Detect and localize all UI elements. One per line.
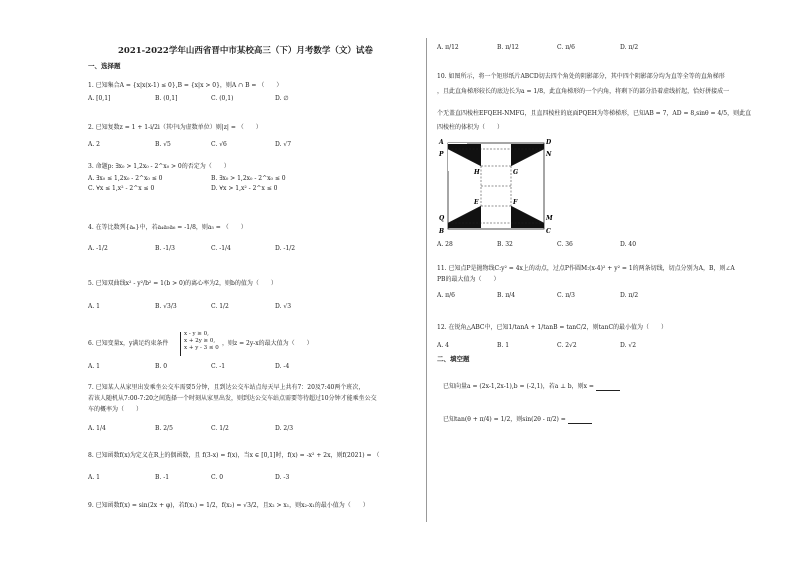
q11-option-d: D. π/2 — [620, 292, 639, 299]
fig-label-a: a — [483, 154, 486, 160]
question-7-line-1: 7. 已知某人从家里出发乘坐公交车需要5分钟，且到达公交车站点每天早上共有7：20及7:40两个班次， — [88, 384, 365, 391]
q8-option-b: B. -1 — [155, 474, 170, 481]
q11-option-c: C. π/3 — [557, 292, 575, 299]
question-4: 4. 在等比数列{aₙ}中，若a₄a₅a₆ = -1/8，则a₅ = （ ） — [88, 224, 247, 231]
q10-option-c: C. 36 — [557, 241, 573, 248]
column-divider — [426, 38, 427, 522]
fig-label-H: H — [474, 169, 480, 176]
question-9: 9. 已知函数f(x) = sin(2x + φ)，若f(x₁) = 1/2，f(x₂) = √3/2，且x₂ > x₁，则x₂-x₁的最小值为（ ） — [88, 502, 369, 509]
q2-option-b: B. √5 — [155, 141, 171, 148]
question-13 — [443, 383, 620, 391]
q12-option-a: A. 4 — [437, 342, 449, 349]
fig-label-theta: θ — [483, 161, 487, 167]
fig-label-E: E — [474, 199, 479, 206]
q4-option-c: C. -1/4 — [211, 245, 231, 252]
q11-option-b: B. π/4 — [497, 292, 516, 299]
question-11-line-2: PB的最大值为（ ） — [437, 276, 500, 283]
fig-label-Q: Q — [439, 215, 445, 222]
q5-option-b: B. √3/3 — [155, 303, 177, 310]
fig-label-N: N — [546, 151, 552, 158]
q2-option-a: A. 2 — [88, 141, 100, 148]
section-fill-heading: 二、填空题 — [437, 355, 470, 363]
q6-option-c: C. -1 — [211, 363, 226, 370]
fig-label-G: G — [513, 169, 519, 176]
question-10-line-1: 10. 如图所示，将一个矩形纸片ABCD切去四个角处的阴影部分，其中四个阴影部分均为直等全等的直角梯形 — [437, 73, 725, 80]
figure-shade-bl — [448, 206, 481, 228]
question-2: 2. 已知复数z = 1 + 1-i/2i（其中i为虚数单位）则|z| = （ ） — [88, 124, 262, 131]
question-7-line-2: 若该人随机从7:00-7:20之间选择一个时刻从家里出发，则到达公交车站点需要等待超过10分钟才能乘坐公交 — [88, 395, 377, 402]
q2-option-c: C. √6 — [211, 141, 227, 148]
q14-answer-blank[interactable] — [568, 417, 592, 424]
q12-option-b: B. 1 — [497, 342, 510, 349]
q1-option-a: A. [0,1] — [88, 95, 111, 102]
q7-option-b: B. 2/5 — [155, 425, 173, 432]
q7-option-a: A. 1/4 — [88, 425, 106, 432]
q10-option-a: A. 28 — [437, 241, 453, 248]
fig-label-D: D — [546, 139, 552, 146]
q6-constraint-1: x - y ≥ 0, — [184, 331, 209, 337]
question-11-line-1: 11. 已知点P是抛物线C:y² = 4x上的动点，过点P作圆M:(x-4)² + y² = 1的两条切线，切点分别为A，B，则∠A — [437, 265, 735, 272]
q5-option-d: D. √3 — [275, 303, 292, 310]
q10-option-d: D. 40 — [620, 241, 637, 248]
q1-option-c: C. (0,1) — [211, 95, 234, 102]
q1-option-d: D. ∅ — [275, 95, 289, 102]
q1-option-b: B. (0,1] — [155, 95, 178, 102]
q7-option-d: D. 2/3 — [275, 425, 294, 432]
question-8: 8. 已知函数f(x)为定义在R上的偶函数，且 f(3-x) = f(x)，当x ∈ [0,1]时，f(x) = -x² + 2x，则f(2021) = （ — [88, 452, 380, 459]
figure-shade-tr — [511, 144, 544, 166]
q9-option-d: D. π/2 — [620, 44, 639, 51]
fig-label-C: C — [546, 228, 551, 235]
question-10-line-3: 个无盖直四棱柱EFQEH-NMFG，且直四棱柱的底面PQEH为等梯梯形，已知AB = 7，AD = 8,sinθ = 4/5，则此直 — [437, 110, 752, 117]
q9-option-c: C. π/6 — [557, 44, 575, 51]
q4-option-a: A. -1/2 — [88, 245, 108, 252]
question-3: 3. 命题p: ∃x₀ > 1,2x₀ - 2^x₀ > 0的否定为（ ） — [88, 163, 230, 170]
q9-option-b: B. π/12 — [497, 44, 519, 51]
question-12: 12. 在锐角△ABC中，已知1/tanA + 1/tanB = tanC/2，则tanC的最小值为（ ） — [437, 324, 668, 331]
q11-option-a: A. π/6 — [437, 292, 455, 299]
q4-option-d: D. -1/2 — [275, 245, 296, 252]
q5-option-c: C. 1/2 — [211, 303, 229, 310]
q13-answer-blank[interactable] — [596, 384, 620, 391]
question-1: 1. 已知集合A = {x|x(x-1) ≤ 0},B = {x|x > 0}，则A ∩ B = （ ） — [88, 82, 283, 89]
question-5: 5. 已知双曲线x² - y²/b² = 1(b > 0)的离心率为2，则b的值为（ ） — [88, 280, 277, 287]
question-10-line-2: ，且此直角梯形较长的底边长为a = 1/8，此直角梯形的一个内角，将剩下的部分沿着虚线折起，恰好拼接成一 — [437, 88, 730, 95]
q9-option-a: A. π/12 — [437, 44, 459, 51]
fig-label-B: B — [439, 228, 445, 235]
q10-option-b: B. 32 — [497, 241, 513, 248]
q3-option-b: B. ∃x₀ > 1,2x₀ - 2^x₀ ≤ 0 — [211, 175, 286, 182]
q12-option-c: C. 2√2 — [557, 342, 577, 349]
q3-option-d: D. ∀x > 1,x² - 2^x ≤ 0 — [211, 185, 278, 192]
q6-constraint-2: x + 2y ≥ 0, — [184, 338, 216, 344]
page-title: 2021-2022学年山西省晋中市某校高三（下）月考数学（文）试卷 — [118, 46, 373, 56]
q5-option-a: A. 1 — [88, 303, 100, 310]
q8-option-c: C. 0 — [211, 474, 224, 481]
question-6: 6. 已知变量x，y满足约束条件 — [88, 340, 169, 347]
q7-option-c: C. 1/2 — [211, 425, 229, 432]
q8-option-d: D. -3 — [275, 474, 290, 481]
q4-option-b: B. -1/3 — [155, 245, 175, 252]
fig-label-A: A — [439, 139, 444, 146]
q6-option-d: D. -4 — [275, 363, 290, 370]
q6-constraint-3: x + y - 3 ≤ 0 — [184, 345, 219, 351]
question-14 — [443, 416, 592, 424]
q13-stem: 已知向量a = (2x-1,2x-1),b = (-2,1)，若a ⊥ b，则x = — [443, 383, 594, 390]
q6-tail: ，则z = 2y-x的最大值为（ ） — [222, 340, 313, 347]
question-10-line-4: 四棱柱的体积为（ ） — [437, 124, 504, 131]
q12-option-d: D. √2 — [620, 342, 637, 349]
q3-option-c: C. ∀x ≤ 1,x² - 2^x ≤ 0 — [88, 185, 155, 192]
fig-label-M: M — [546, 215, 553, 222]
q3-option-a: A. ∃x₀ ≤ 1,2x₀ - 2^x₀ ≤ 0 — [88, 175, 163, 182]
figure-shade-br — [511, 206, 544, 228]
q14-stem: 已知tan(θ + π/4) = 1/2，则sin(2θ - π/2) = — [443, 416, 566, 423]
q2-option-d: D. √7 — [275, 141, 292, 148]
fig-label-P: P — [439, 151, 444, 158]
q8-option-a: A. 1 — [88, 474, 100, 481]
q6-option-a: A. 1 — [88, 363, 100, 370]
question-7-line-3: 车的概率为（ ） — [88, 406, 143, 413]
q10-figure — [437, 136, 557, 236]
q6-option-b: B. 0 — [155, 363, 168, 370]
fig-label-F: F — [513, 199, 518, 206]
section-choice-heading: 一、选择题 — [88, 62, 121, 70]
